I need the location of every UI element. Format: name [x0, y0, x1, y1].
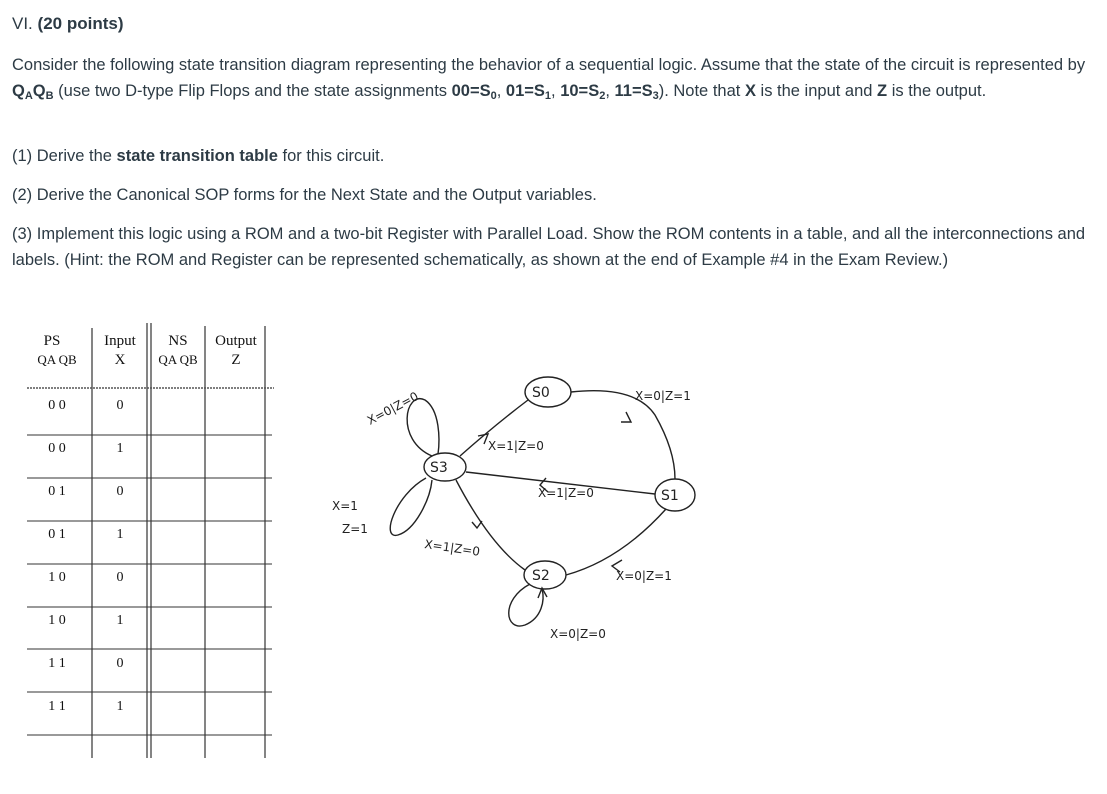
edge-s0-s1 — [571, 391, 675, 479]
intro-text-5: is the output. — [887, 82, 987, 100]
part-1: (1) Derive the state transition table for this circuit. — [12, 147, 385, 165]
header-ns-vars: QA QB — [158, 352, 198, 367]
label-s3-self: X=0|Z=0 — [364, 389, 421, 428]
loop-s3-left — [390, 478, 432, 535]
row-3-x: 1 — [116, 527, 124, 542]
state-label-s0: S0 — [532, 385, 550, 401]
state-transition-table — [22, 318, 274, 758]
arrow-s0-s1 — [621, 412, 631, 422]
row-6-x: 0 — [116, 656, 124, 671]
label-s0-s1: X=0|Z=1 — [635, 389, 691, 403]
header-output-var: Z — [231, 352, 241, 368]
label-s3-loop-z: Z=1 — [342, 522, 368, 536]
header-input-var: X — [114, 352, 126, 368]
loop-s2 — [509, 584, 543, 626]
row-2-x: 0 — [116, 484, 124, 499]
intro-text-2: (use two D-type Flip Flops and the state assignments — [53, 82, 452, 100]
output-var: Z — [877, 82, 888, 100]
header-ps: PS — [43, 333, 61, 349]
header-ps-vars: QA QB — [37, 352, 77, 367]
assign-s1: $01=S_1$ — [505, 82, 552, 102]
state-label-s1: S1 — [661, 488, 679, 504]
question-number: VI. — [12, 14, 33, 33]
row-0-ps: 0 0 — [48, 398, 66, 413]
state-diagram — [320, 370, 740, 660]
state-label-s3: S3 — [430, 460, 448, 476]
row-7-ps: 1 1 — [48, 699, 66, 714]
header-input: Input — [104, 333, 136, 349]
question-intro: Consider the following state transition diagram representing the behavior of a sequential logic. Assume that the state of the circuit is represented by $Q_AQ_B$ (use two D-type Flip Flops and the state assignments $00=S_0$, $01=S_1$, $10=S_2$, $11=S_3$). Note that X is the input and Z is the output. — [12, 56, 1086, 102]
row-7-x: 1 — [116, 699, 124, 714]
label-s2-self: X=0|Z=0 — [550, 627, 606, 641]
part-2: (2) Derive the Canonical SOP forms for the Next State and the Output variables. — [12, 186, 597, 204]
intro-text-3: ). Note that — [658, 82, 745, 100]
row-1-x: 1 — [116, 441, 124, 456]
label-s3-loop-x: X=1 — [332, 499, 358, 513]
intro-text-1: Consider the following state transition diagram representing the behavior of a sequential logic. Assume that the state of the circuit is represented by — [12, 56, 1086, 74]
label-s1-s3: X=1|Z=0 — [538, 486, 594, 500]
header-output: Output — [215, 333, 257, 349]
header-ns: NS — [168, 333, 188, 349]
row-4-x: 0 — [116, 570, 124, 585]
row-4-ps: 1 0 — [48, 570, 66, 585]
row-6-ps: 1 1 — [48, 656, 66, 671]
row-0-x: 0 — [116, 398, 124, 413]
label-s3-s2: X=1|Z=0 — [423, 537, 481, 559]
assign-s0: $00=S_0$ — [451, 82, 497, 102]
state-label-s2: S2 — [532, 568, 550, 584]
assign-s2: $10=S_2$ — [560, 82, 606, 102]
intro-text-4: is the input and — [755, 82, 878, 100]
row-5-x: 1 — [116, 613, 124, 628]
loop-s3-top — [407, 399, 439, 456]
label-s1-s2: X=0|Z=1 — [616, 569, 672, 583]
edge-s1-s2 — [566, 509, 666, 575]
row-3-ps: 0 1 — [48, 527, 66, 542]
state-vars: $Q_AQ_B$ — [12, 82, 54, 102]
part-3: (3) Implement this logic using a ROM and a two-bit Register with Parallel Load. Show the ROM contents in a table, and all the interconnections and labels. (Hint: the ROM and Register can be represented schematically, as shown at the end of Example #4 in the Exam Review.) — [12, 225, 1086, 269]
input-var: X — [744, 82, 756, 100]
question-points: (20 points) — [37, 14, 124, 33]
row-2-ps: 0 1 — [48, 484, 66, 499]
label-s0-s3: X=1|Z=0 — [488, 439, 544, 453]
row-1-ps: 0 0 — [48, 441, 66, 456]
question-title — [12, 14, 123, 34]
arrow-s3-s2 — [472, 521, 482, 528]
row-5-ps: 1 0 — [48, 613, 66, 628]
assign-s3: $11=S_3$ — [614, 82, 659, 102]
